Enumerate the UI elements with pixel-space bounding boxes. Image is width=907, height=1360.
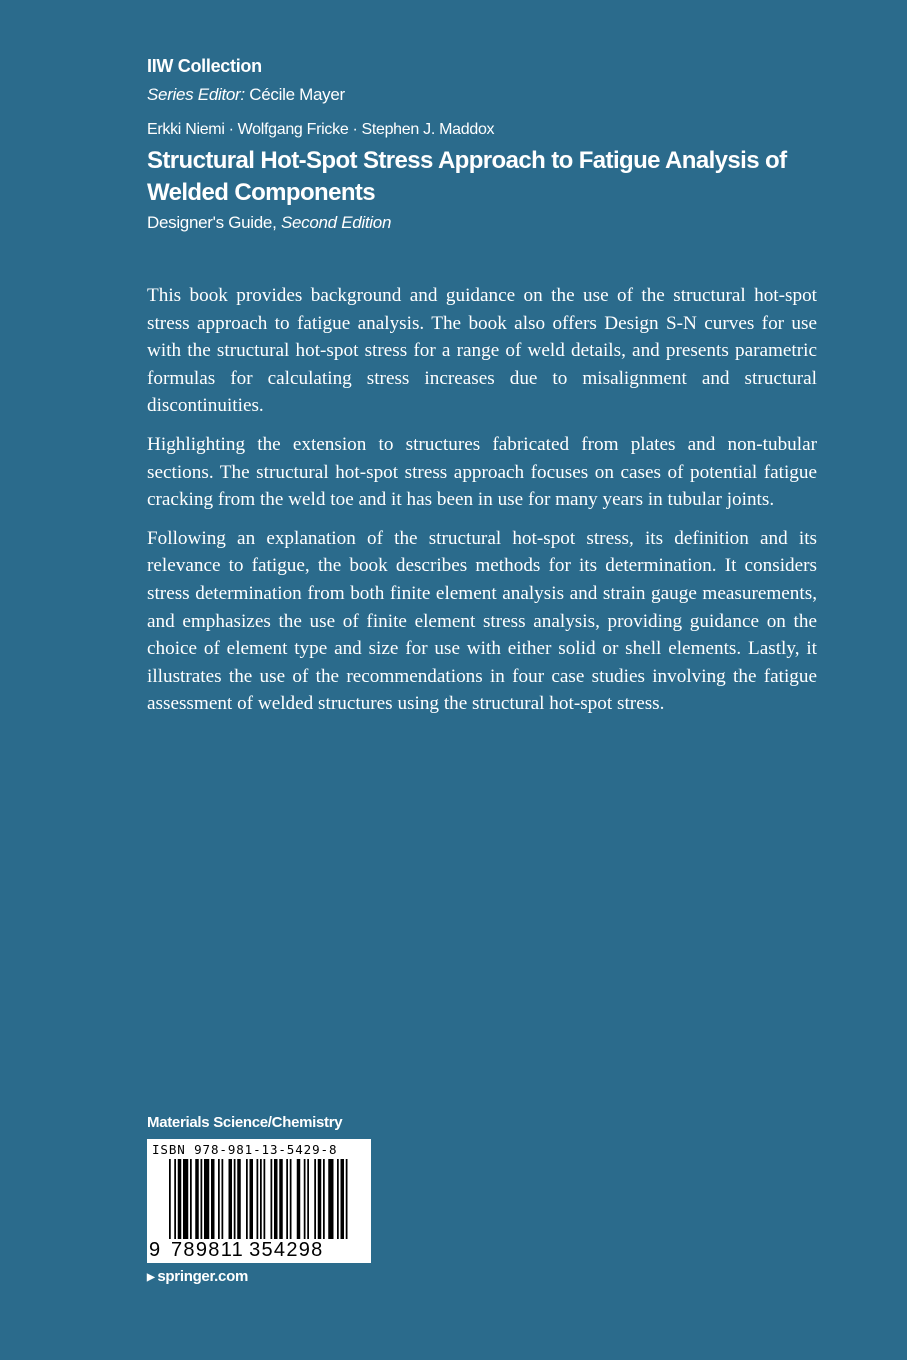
barcode-bar (201, 1159, 203, 1239)
isbn-barcode (147, 1139, 371, 1263)
barcode-bar (318, 1159, 322, 1239)
barcode-bar (346, 1159, 348, 1239)
barcode-bar (286, 1159, 288, 1239)
barcode-digits (149, 1239, 324, 1261)
barcode-bar (195, 1159, 199, 1239)
subject-category: Materials Science/Chemistry (147, 1114, 343, 1131)
barcode-bar (279, 1159, 283, 1239)
barcode-bar (234, 1159, 236, 1239)
barcode-bar (174, 1159, 176, 1239)
barcode-bar (218, 1159, 220, 1239)
series-editor (147, 83, 827, 107)
barcode-bar (337, 1159, 339, 1239)
arrow-right-icon: ▶ (147, 1272, 155, 1283)
barcode-bar (229, 1159, 233, 1239)
author-list (147, 119, 827, 141)
book-subtitle (147, 211, 827, 235)
barcode-bar (274, 1159, 278, 1239)
barcode-bar (307, 1159, 309, 1239)
series-collection: IIW Collection (147, 56, 262, 76)
barcode-bar (290, 1159, 292, 1239)
series-editor-name: Cécile Mayer (249, 85, 345, 104)
barcode-bar (271, 1159, 273, 1239)
barcode-bar (169, 1159, 171, 1239)
barcode-bar (190, 1159, 192, 1239)
barcode-digit-group-left: 789811 (171, 1239, 245, 1261)
barcode-bar (211, 1159, 215, 1239)
barcode-bar (341, 1159, 345, 1239)
isbn-label: ISBN 978-981-13-5429-8 (152, 1142, 338, 1157)
barcode-bar (297, 1159, 301, 1239)
series-editor-label: Series Editor: (147, 85, 245, 104)
author-name: Stephen J. Maddox (361, 121, 495, 138)
barcode-bar (304, 1159, 306, 1239)
barcode-bar (260, 1159, 262, 1239)
author-name: Erkki Niemi (147, 121, 225, 138)
barcode-bar (237, 1159, 241, 1239)
author-name: Wolfgang Fricke (237, 121, 349, 138)
author-separator: · (352, 121, 358, 138)
publisher-url: springer.com (157, 1268, 248, 1285)
description-paragraph: Highlighting the extension to structures fabricated from plates and non-tubular sections. The structural hot-spot stress approach focuses on cases of potential fatigue cracking from the weld toe and it has been in use for many years in tubular joints. (147, 433, 817, 511)
barcode-bar (323, 1159, 325, 1239)
book-description (147, 282, 817, 729)
subtitle-main: Designer's Guide, (147, 213, 277, 232)
barcode-bar (250, 1159, 254, 1239)
description-paragraph: Following an explanation of the structural hot-spot stress, its definition and its relevance to fatigue, the book describes methods for its determination. It considers stress determination from both finite element analysis and strain gauge measurements, and emphasizes the use of finite element stress analysis, providing guidance on the choice of element type and size for use with either solid or shell elements. Lastly, it illustrates the use of the recommendations in four case studies involving the fatigue assessment of welded structures using the structural hot-spot stress. (147, 527, 817, 715)
publisher-link[interactable] (147, 1266, 248, 1289)
barcode-digit-lead: 9 (149, 1239, 161, 1261)
barcode-bar (314, 1159, 316, 1239)
barcode-bar (222, 1159, 224, 1239)
barcode-bar (183, 1159, 188, 1239)
barcode-bar (264, 1159, 266, 1239)
barcode-bars (147, 1159, 371, 1241)
subtitle-edition: Second Edition (280, 213, 392, 232)
barcode-bar (246, 1159, 248, 1239)
barcode-bar (204, 1159, 209, 1239)
book-title: Structural Hot-Spot Stress Approach to Fatigue Analysis of Welded Components (147, 147, 787, 206)
author-separator: · (228, 121, 234, 138)
barcode-bar (257, 1159, 259, 1239)
description-paragraph: This book provides background and guidance on the use of the structural hot-spot stress approach to fatigue analysis. The book also offers Design S-N curves for use with the structural hot-spot stress for a range of weld details, and presents parametric formulas for calculating stress increases due to misalignment and structural discontinuities. (147, 285, 817, 417)
barcode-digit-group-right: 354298 (249, 1239, 324, 1261)
cover-header (147, 54, 827, 235)
barcode-bar (178, 1159, 182, 1239)
barcode-bar (328, 1159, 333, 1239)
